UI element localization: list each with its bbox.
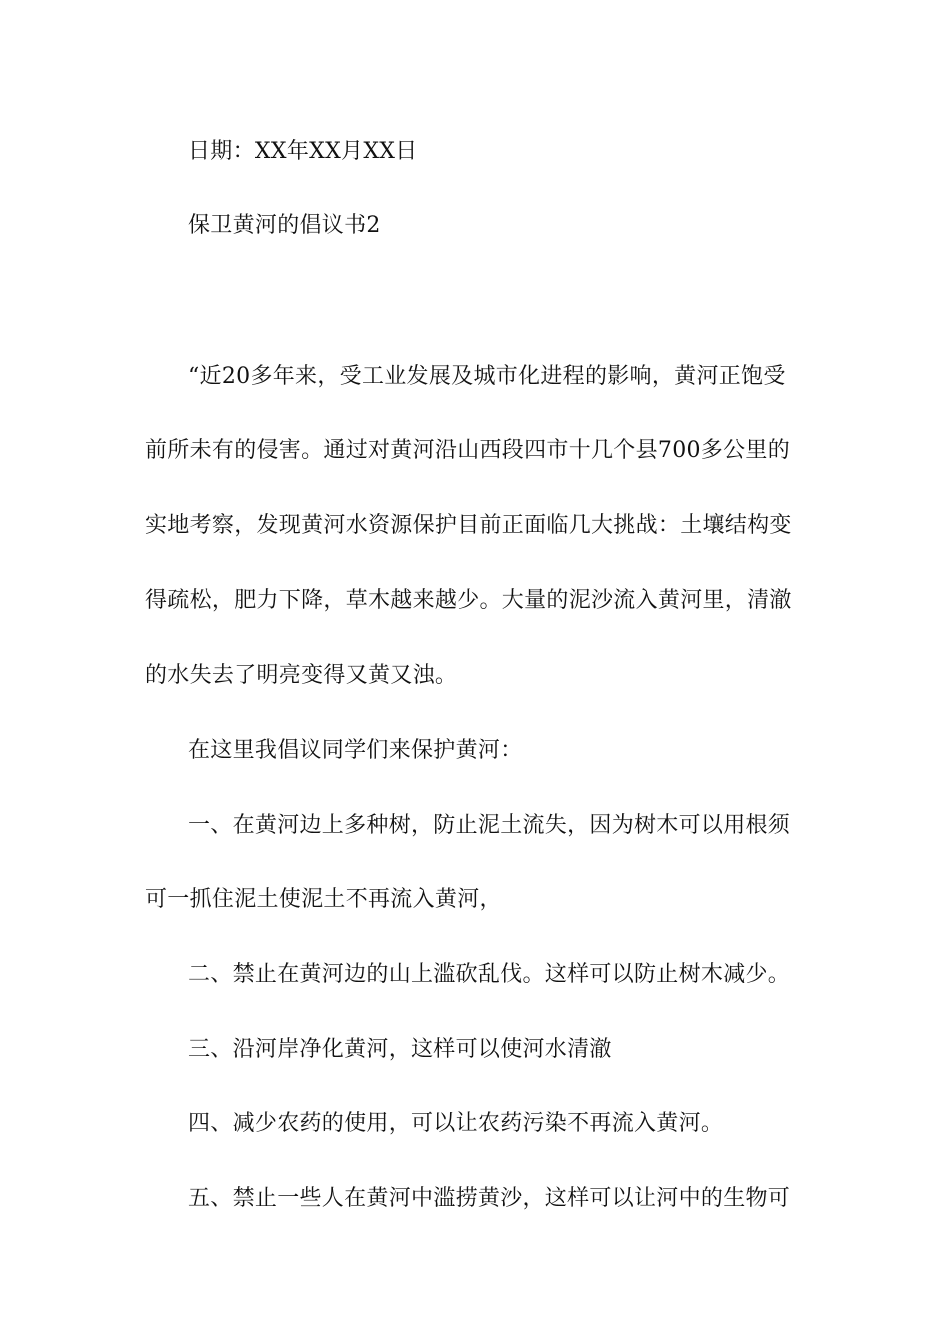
document-heading: 保卫黄河的倡议书2 xyxy=(188,213,381,238)
list-item-4: 四、减少农药的使用，可以让农药污染不再流入黄河。 xyxy=(188,1111,724,1136)
list-item-5: 五、禁止一些人在黄河中滥捞黄沙，这样可以让河中的生物可 xyxy=(188,1186,791,1211)
date-line: 日期：XX年XX月XX日 xyxy=(188,139,418,164)
paragraph-line: 前所未有的侵害。通过对黄河沿山西段四市十几个县700多公里的 xyxy=(145,438,790,463)
list-item-3: 三、沿河岸净化黄河，这样可以使河水清澈 xyxy=(188,1037,612,1062)
intro-line: 在这里我倡议同学们来保护黄河： xyxy=(188,738,523,763)
paragraph-line: 的水失去了明亮变得又黄又浊。 xyxy=(145,663,458,688)
list-item-2: 二、禁止在黄河边的山上滥砍乱伐。这样可以防止树木减少。 xyxy=(188,962,791,987)
paragraph-line: 实地考察，发现黄河水资源保护目前正面临几大挑战：土壤结构变 xyxy=(145,513,792,538)
paragraph-line: “近20多年来，受工业发展及城市化进程的影响，黄河正饱受 xyxy=(188,364,786,389)
list-item-1-cont: 可一抓住泥土使泥土不再流入黄河， xyxy=(145,887,502,912)
paragraph-line: 得疏松，肥力下降，草木越来越少。大量的泥沙流入黄河里，清澈 xyxy=(145,588,792,613)
list-item-1: 一、在黄河边上多种树，防止泥土流失，因为树木可以用根须 xyxy=(188,813,791,838)
